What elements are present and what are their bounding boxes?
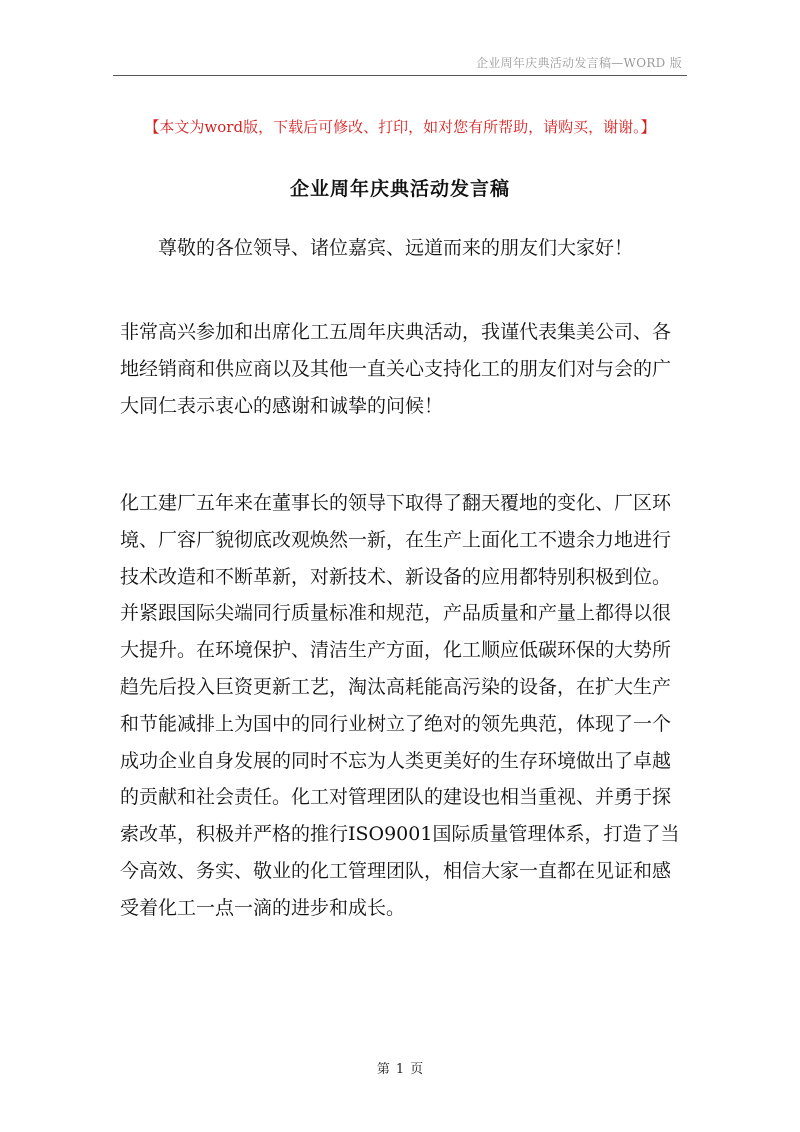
greeting-paragraph: 尊敬的各位领导、诸位嘉宾、远道而来的朋友们大家好！ xyxy=(158,237,634,259)
running-header: 企业周年庆典活动发言稿—WORD 版 xyxy=(475,56,682,70)
page-label-prefix: 第 xyxy=(376,1062,390,1077)
page-number: 1 xyxy=(395,1062,405,1077)
page-label-suffix: 页 xyxy=(410,1062,424,1077)
body-paragraph-2: 化工建厂五年来在董事长的领导下取得了翻天覆地的变化、厂区环境、厂容厂貌彻底改观焕然一新，在生产上面化工不遗余力地进行技术改造和不断革新，对新技术、新设备的应用都特别积极到位。并紧跟国际尖端同行质量标准和规范，产品质量和产量上都得以很大提升。在环境保护、清洁生产方面，化工顺应低碳环保的大势所趋先后投入巨资更新工艺，淘汰高耗能高污染的设备，在扩大生产和节能减排上为国中的同行业树立了绝对的领先典范，体现了一个成功企业自身发展的同时不忘为人类更美好的生存环境做出了卓越的贡献和社会责任。化工对管理团队的建设也相当重视、并勇于探索改革，积极并严格的推行ISO9001国际质量管理体系，打造了当今高效、务实、敬业的化工管理团队，相信大家一直都在见证和感受着化工一点一滴的进步和成长。 xyxy=(120,492,680,919)
body-paragraph-1: 非常高兴参加和出席化工五周年庆典活动，我谨代表集美公司、各地经销商和供应商以及其他一直关心支持化工的朋友们对与会的广大同仁表示衷心的感谢和诚挚的问候！ xyxy=(120,321,672,417)
header-divider xyxy=(113,75,687,76)
download-notice: 【本文为word版，下载后可修改、打印，如对您有所帮助，请购买，谢谢。】 xyxy=(144,118,656,136)
page-footer xyxy=(0,1058,800,1077)
document-title: 企业周年庆典活动发言稿 xyxy=(289,178,510,200)
